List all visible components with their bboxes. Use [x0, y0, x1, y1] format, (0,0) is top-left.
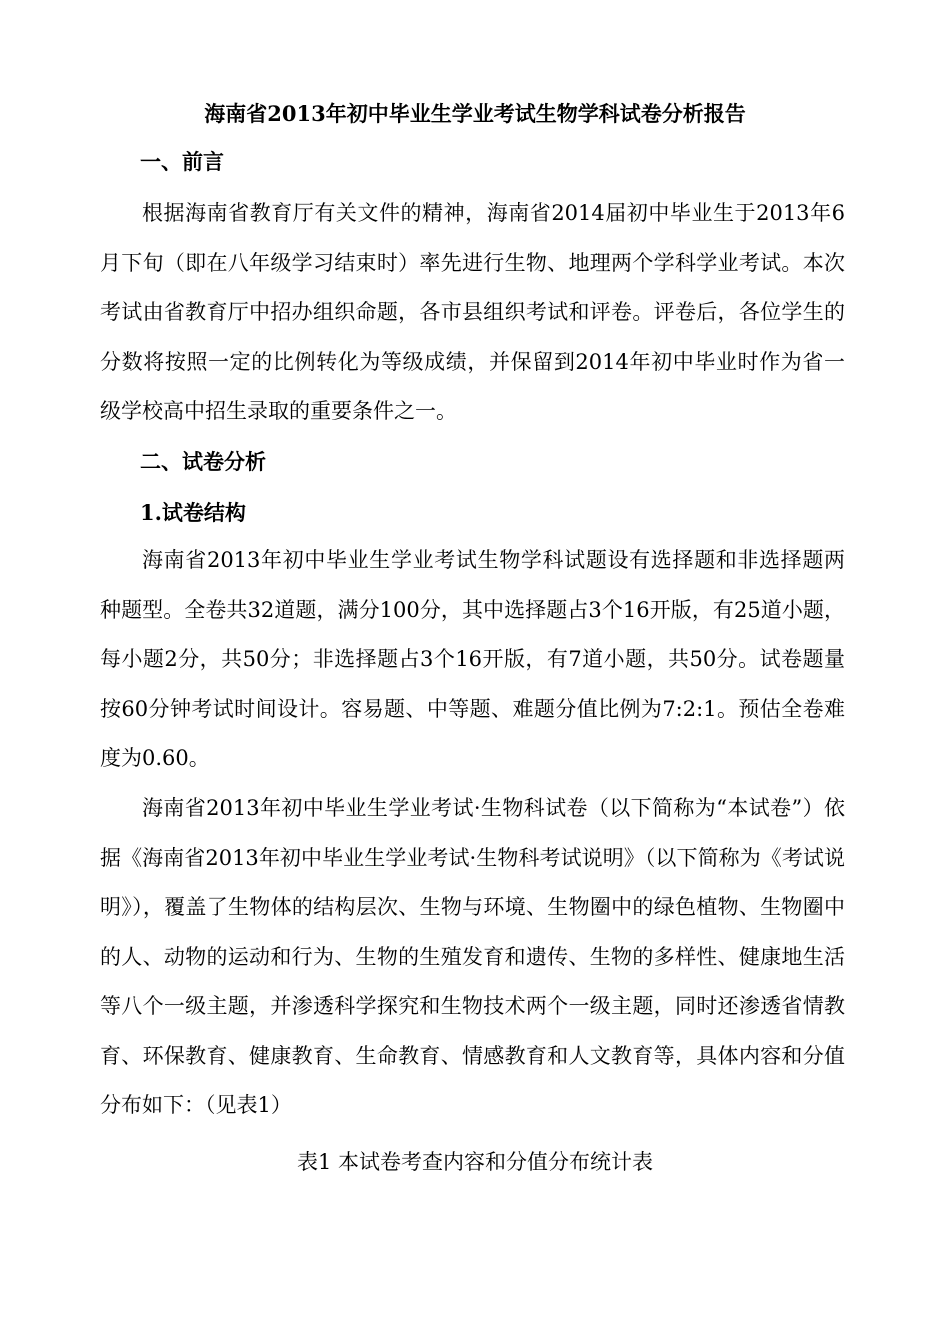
structure-paragraph-2: 海南省2013年初中毕业生学业考试·生物科试卷（以下简称为“本试卷”）依据《海南省2013年初中毕业生学业考试·生物科考试说明》（以下简称为《考试说明》），覆盖了生物体的结构层次、生物与环境、生物圈中的绿色植物、生物圈中的人、动物的运动和行为、生物的生殖发育和遗传、生物的多样性、健康地生活等八个一级主题，并渗透科学探究和生物技术两个一级主题，同时还渗透省情教育、环保教育、健康教育、生命教育、情感教育和人文教育等，具体内容和分值分布如下：（见表1）: [100, 796, 845, 1117]
structure-paragraph-1: 海南省2013年初中毕业生学业考试生物学科试题设有选择题和非选择题两种题型。全卷共32道题，满分100分，其中选择题占3个16开版，有25道小题，每小题2分，共50分；非选择题占3个16开版，有7道小题，共50分。试卷题量按60分钟考试时间设计。容易题、中等题、难题分值比例为7:2:1。预估全卷难度为0.60。: [100, 548, 845, 770]
document-title: 海南省2013年初中毕业生学业考试生物学科试卷分析报告: [204, 101, 746, 126]
table-caption: 表1 本试卷考查内容和分值分布统计表: [296, 1150, 654, 1174]
section-heading-preface: 一、前言: [140, 149, 224, 174]
subsection-heading-structure: 1.试卷结构: [140, 500, 246, 525]
section-heading-analysis: 二、试卷分析: [140, 449, 266, 474]
preface-paragraph: 根据海南省教育厅有关文件的精神，海南省2014届初中毕业生于2013年6月下旬（即在八年级学习结束时）率先进行生物、地理两个学科学业考试。本次考试由省教育厅中招办组织命题，各市县组织考试和评卷。评卷后，各位学生的分数将按照一定的比例转化为等级成绩，并保留到2014年初中毕业时作为省一级学校高中招生录取的重要条件之一。: [100, 201, 845, 423]
